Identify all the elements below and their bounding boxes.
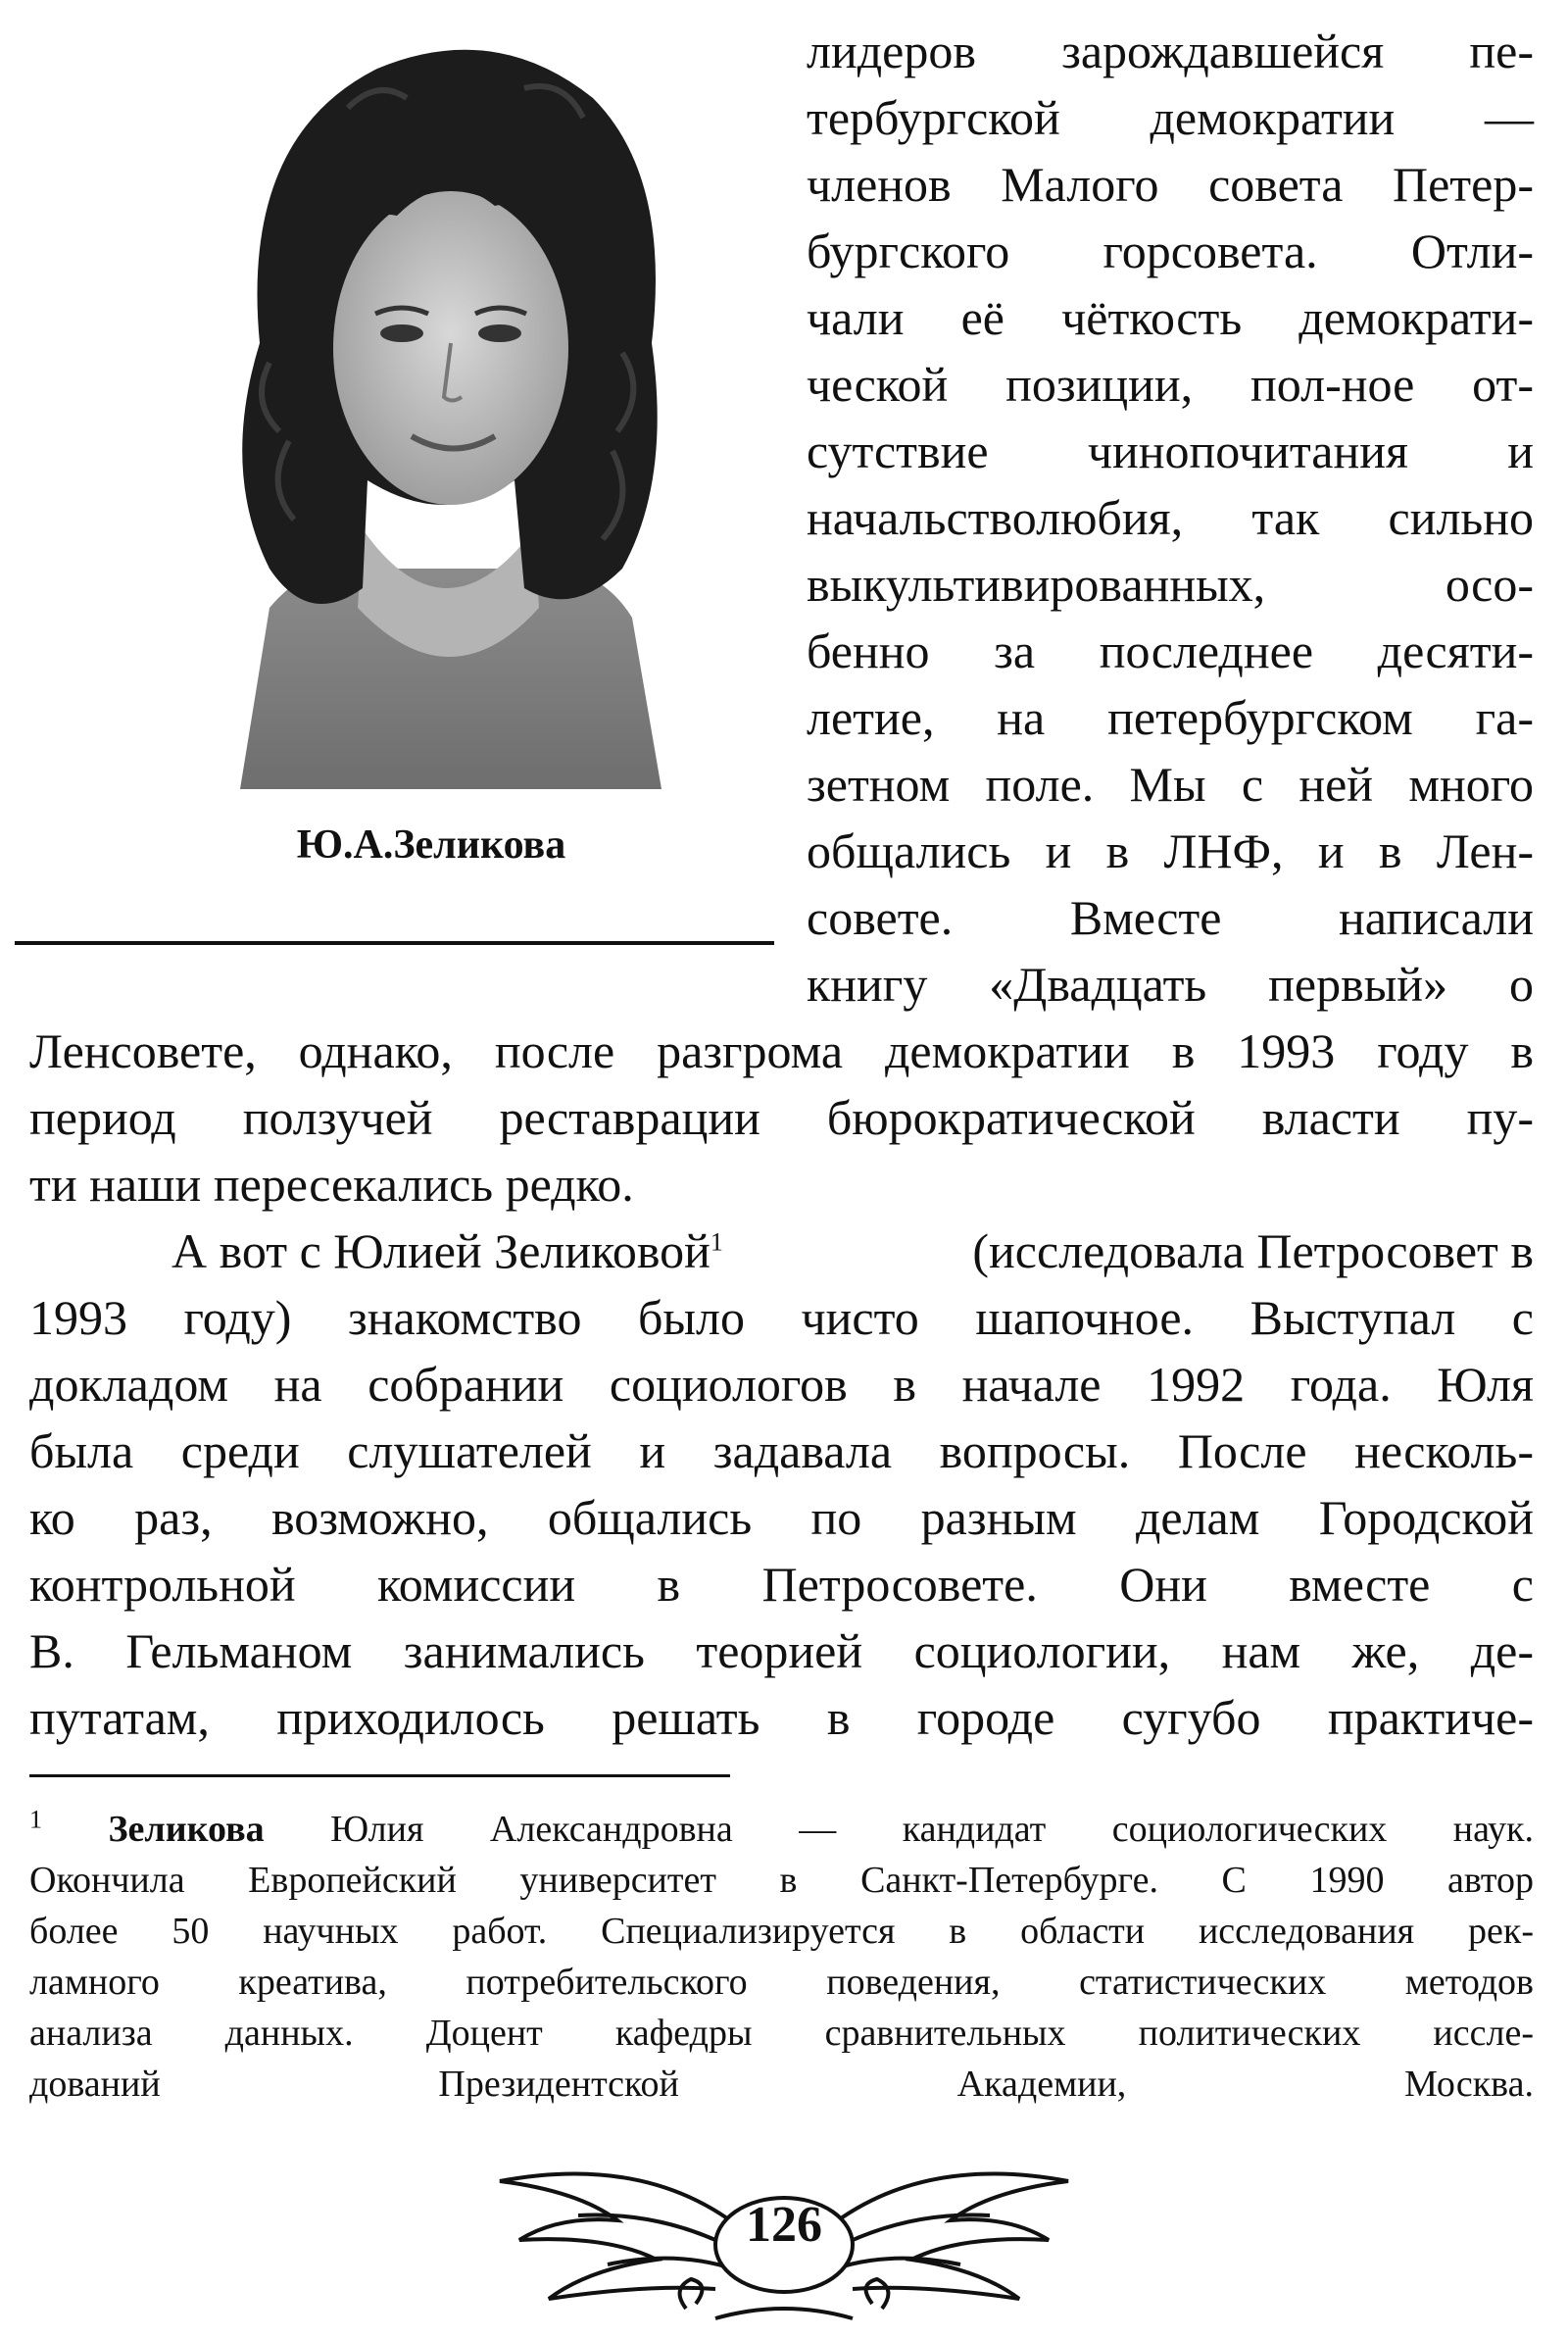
body-line: Ленсовете, однако, после разгрома демократии в 1993 году в — [29, 1023, 1534, 1078]
photo-caption: Ю.А.Зеликова — [296, 822, 566, 868]
portrait-photo — [201, 20, 691, 789]
column-line: сутствие чинопочитания и — [807, 423, 1534, 478]
body-line: ти наши пересекались редко. — [29, 1157, 634, 1212]
footnote-name: Зеликова — [108, 1809, 265, 1850]
column-line: летие, на петербургском га- — [807, 690, 1534, 745]
column-line: совете. Вместе написали — [807, 890, 1534, 945]
column-line: выкультивированных, осо- — [807, 557, 1534, 612]
footnote-line: дований Президентской Академии, Москва. — [29, 2064, 1534, 2105]
body-line: В. Гельманом занимались теорией социологии, нам же, де- — [29, 1623, 1534, 1678]
body-line: период ползучей реставрации бюрократической власти пу- — [29, 1090, 1534, 1145]
column-line: книгу «Двадцать первый» о — [807, 957, 1534, 1012]
footnote-divider — [29, 1774, 730, 1777]
footnote-reference[interactable]: 1 — [710, 1227, 723, 1257]
column-line: бенно за последнее десяти- — [807, 623, 1534, 678]
body-line: контрольной комиссии в Петросовете. Они вместе с — [29, 1557, 1534, 1612]
body-line: путатам, приходилось решать в городе сугубо практиче- — [29, 1690, 1534, 1745]
column-line: тербургской демократии — — [807, 90, 1534, 145]
column-line: членов Малого совета Петер- — [807, 157, 1534, 212]
column-line: лидеров зарождавшейся пе- — [807, 24, 1534, 78]
page-number: 126 — [746, 2197, 822, 2253]
footnote-line: Окончила Европейский университет в Санкт-Петербурге. С 1990 автор — [29, 1860, 1534, 1901]
footnote-line: ламного креатива, потребительского поведения, статистических методов — [29, 1962, 1534, 2003]
column-line: ческой позиции, пол-ное от- — [807, 357, 1534, 412]
caption-divider — [15, 941, 774, 945]
footnote-text: Юлия Александровна — кандидат социологических наук. — [330, 1809, 1535, 1850]
footnote-marker: 1 — [29, 1805, 42, 1834]
column-line: общались и в ЛНФ, и в Лен- — [807, 823, 1534, 878]
body-text: (исследовала Петросовет в — [972, 1223, 1534, 1278]
body-line: была среди слушателей и задавала вопросы. После несколь- — [29, 1423, 1534, 1478]
column-line: зетном поле. Мы с ней много — [807, 757, 1534, 812]
paragraph-start-line — [172, 1218, 1534, 1284]
column-line: чали её чёткость демократи- — [807, 290, 1534, 345]
column-line: начальстволюбия, так сильно — [807, 490, 1534, 545]
footnote-line: анализа данных. Доцент кафедры сравнительных политических иссле- — [29, 2013, 1534, 2054]
body-text: А вот с Юлией Зеликовой — [172, 1223, 710, 1278]
body-line: ко раз, возможно, общались по разным делам Городской — [29, 1490, 1534, 1545]
body-line: 1993 году) знакомство было чисто шапочное. Выступал с — [29, 1290, 1534, 1345]
footnote-line: более 50 научных работ. Специализируется в области исследования рек- — [29, 1911, 1534, 1952]
footnote-line — [29, 1804, 1534, 1855]
column-line: бургского горсовета. Отли- — [807, 224, 1534, 278]
body-line: докладом на собрании социологов в начале 1992 года. Юля — [29, 1357, 1534, 1412]
